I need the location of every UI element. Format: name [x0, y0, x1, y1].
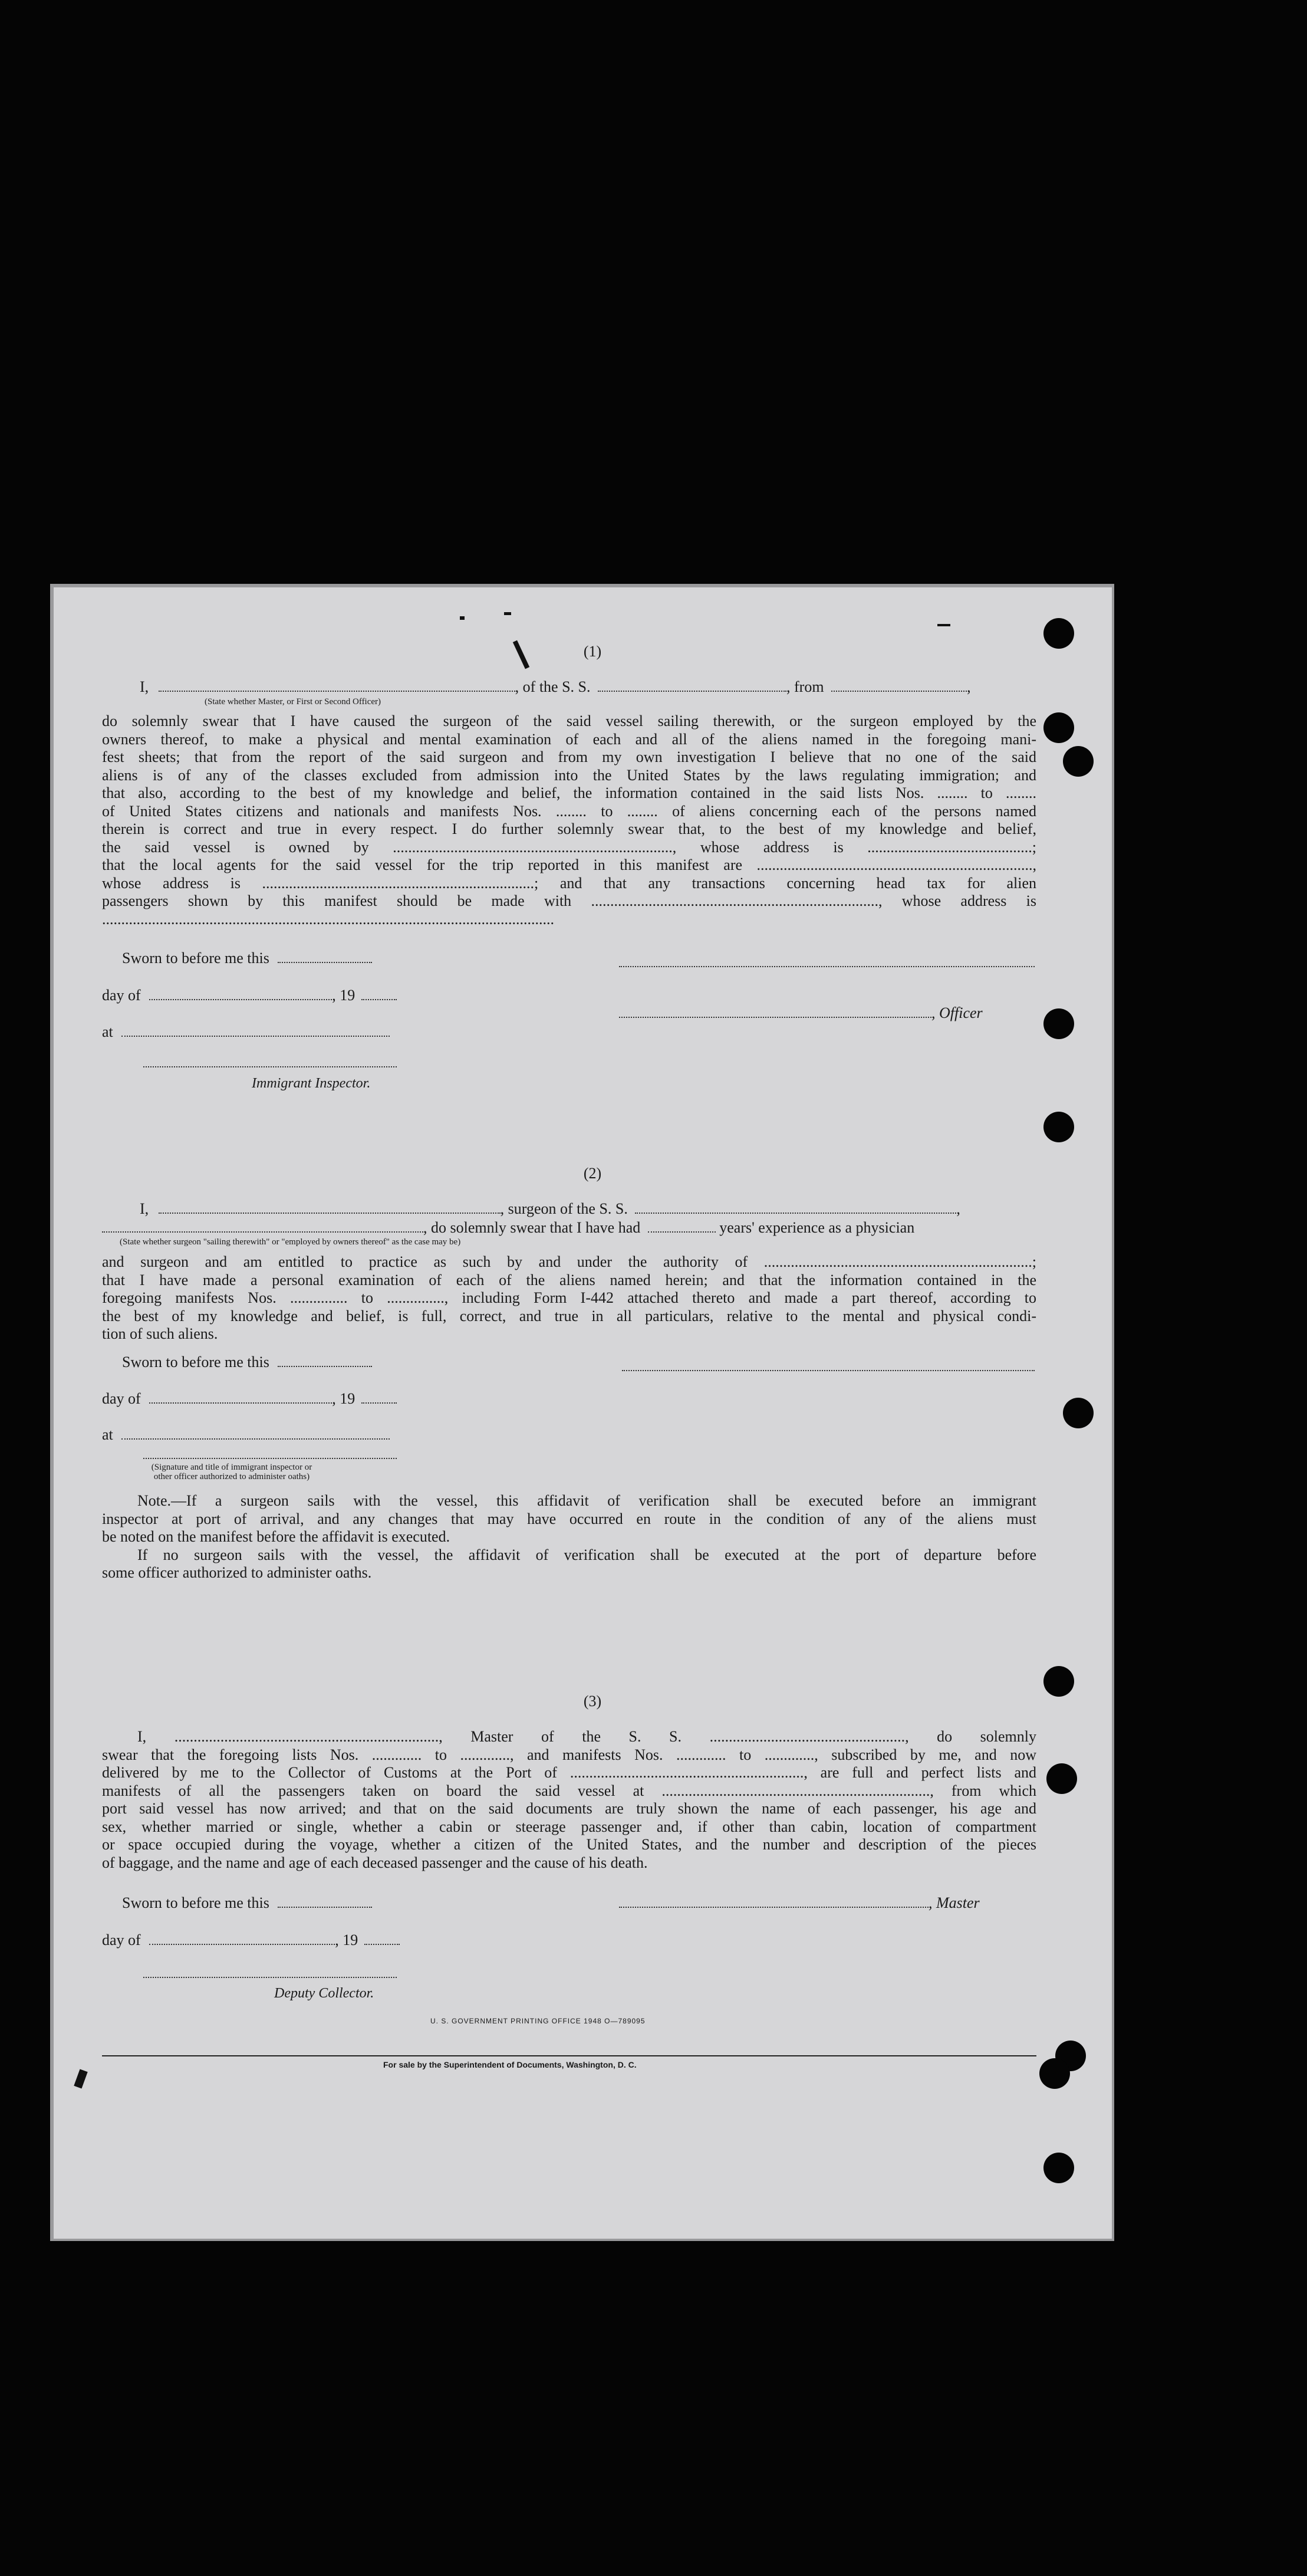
- at-place-blank: [121, 1438, 390, 1440]
- section2-first-line: I, , surgeon of the S. S. ,: [140, 1200, 960, 1217]
- master-signature-blank: [619, 1907, 929, 1908]
- section3-oath-text: [102, 1728, 1036, 1872]
- solemnly-swear-label: , do solemnly swear that I have had: [423, 1219, 641, 1236]
- oath-line: the said vessel is owned by ........................................................................., whose address is ...........................................;: [102, 838, 1036, 856]
- surgeon-status-blank: [102, 1231, 423, 1233]
- oath-line: passengers shown by this manifest should be made with ..........................................................................., whose address is: [102, 892, 1036, 909]
- section2-oath-text: [102, 1253, 1036, 1343]
- surgeon-name-blank: [159, 1213, 501, 1214]
- section2-note: [102, 1492, 1036, 1582]
- vessel-name-blank: [635, 1213, 956, 1214]
- collector-signature-line: [143, 1977, 397, 1978]
- section1-first-line: I, , of the S. S. , from ,: [140, 678, 971, 695]
- from-label: , from: [786, 678, 824, 695]
- surgeon-signature-line: [622, 1370, 1035, 1371]
- punch-hole-10: [1039, 2058, 1070, 2089]
- punch-hole-7: [1043, 1666, 1074, 1697]
- pronoun-i: I,: [140, 1200, 149, 1217]
- punch-hole-3: [1063, 746, 1094, 777]
- oath-line: and surgeon and am entitled to practice as such by and under the authority of ......................................................................;: [102, 1253, 1036, 1270]
- sworn-date-blank: [278, 1366, 372, 1367]
- pronoun-i: I,: [140, 678, 149, 695]
- day-of-line: [102, 1390, 397, 1408]
- master-signature-line: [619, 1894, 980, 1912]
- day-of-line: [102, 987, 397, 1004]
- month-blank: [149, 1944, 335, 1945]
- punch-hole-4: [1043, 1008, 1074, 1039]
- surgeon-of-ss-label: , surgeon of the S. S.: [500, 1200, 628, 1217]
- sworn-line: [122, 1894, 372, 1912]
- inspector-label: Immigrant Inspector.: [252, 1076, 371, 1091]
- punch-hole-8: [1046, 1763, 1077, 1794]
- section-number: (1): [583, 643, 602, 660]
- section2-second-line: [102, 1219, 1036, 1237]
- surgeon-caption: (State whether surgeon "sailing therewith" or "employed by owners thereof" as the case may be): [120, 1237, 461, 1247]
- at-label: at: [102, 1023, 113, 1040]
- sworn-label: Sworn to before me this: [122, 1894, 269, 1911]
- at-label: at: [102, 1426, 113, 1443]
- oath-line: the best of my knowledge and belief, is full, correct, and true in all particulars, relative to the mental and physical condi-: [102, 1307, 1036, 1325]
- year-label: , 19: [332, 987, 355, 1004]
- oath-line: foregoing manifests Nos. ............... to ..............., including Form I-442 attached thereto and made a part thereof, according to: [102, 1289, 1036, 1306]
- oath-line: sex, whether married or single, whether a cabin or steerage passenger and, if other than cabin, location of compartment: [102, 1818, 1036, 1835]
- officer-title-blank: [619, 1017, 931, 1018]
- year-blank: [364, 1944, 400, 1945]
- oath-line: that the local agents for the said vessel for the trip reported in this manifest are ........................................................................,: [102, 856, 1036, 873]
- oath-line: whose address is .......................................................................; and that any transactions concerning head tax for alien: [102, 874, 1036, 892]
- footer-sale-notice: For sale by the Superintendent of Documents, Washington, D. C.: [383, 2060, 637, 2069]
- section-number: (3): [583, 1693, 602, 1710]
- oath-line: or space occupied during the voyage, whether a citizen of the United States, and the number and description of the pieces: [102, 1836, 1036, 1853]
- oath-line: that also, according to the best of my knowledge and belief, the information contained in the said lists Nos. ........ to ........: [102, 784, 1036, 801]
- at-place-blank: [121, 1036, 390, 1037]
- note-line: be noted on the manifest before the affidavit is executed.: [102, 1528, 450, 1545]
- years-blank: [648, 1231, 716, 1233]
- punch-hole-1: [1043, 618, 1074, 649]
- footer-rule: [102, 2055, 1036, 2056]
- officer-caption: (State whether Master, or First or Second Officer): [205, 697, 381, 707]
- oath-line: therein is correct and true in every respect. I do further solemnly swear that, to the best of my knowledge and belief,: [102, 820, 1036, 837]
- oath-line: delivered by me to the Collector of Customs at the Port of ............................................................., are full and perfect lists and: [102, 1764, 1036, 1781]
- vessel-name-blank: [598, 691, 786, 692]
- punch-hole-2: [1043, 712, 1074, 743]
- year-blank: [361, 999, 397, 1000]
- note-line: some officer authorized to administer oaths.: [102, 1564, 372, 1581]
- sworn-line: [122, 1353, 372, 1371]
- month-blank: [149, 1402, 332, 1404]
- note-line: inspector at port of arrival, and any changes that may have occurred en route in the condition of any of the aliens must: [102, 1510, 1036, 1527]
- oath-line: fest sheets; that from the report of the said surgeon and from my own investigation I believe that no one of the said: [102, 748, 1036, 765]
- master-label: , Master: [929, 1894, 980, 1911]
- officer-title-line: [619, 1004, 983, 1022]
- officer-name-blank: [159, 691, 515, 692]
- at-line: [102, 1426, 390, 1444]
- oath-line: that I have made a personal examination of each of the aliens named herein; and that the information contained in the: [102, 1271, 1036, 1289]
- sworn-date-blank: [278, 1907, 372, 1908]
- collector-label: Deputy Collector.: [274, 1986, 374, 2001]
- section-number: (2): [583, 1165, 602, 1182]
- oath-line: tion of such aliens.: [102, 1325, 218, 1342]
- inspector-signature-line: [143, 1066, 397, 1067]
- punch-hole-5: [1043, 1112, 1074, 1142]
- ink-mark: [74, 2069, 87, 2089]
- oath-line: swear that the foregoing lists Nos. ............. to ............., and manifests Nos. ............. to ............., subscribed by me, and now: [102, 1746, 1036, 1763]
- oath-line: manifests of all the passengers taken on board the said vessel at ......................................................................, from which: [102, 1782, 1036, 1799]
- punch-hole-6: [1063, 1398, 1094, 1428]
- note-line: If no surgeon sails with the vessel, the affidavit of verification shall be executed at the port of departure before: [137, 1546, 1036, 1563]
- oath-line: of baggage, and the name and age of each deceased passenger and the cause of his death.: [102, 1854, 648, 1871]
- oath-line: do solemnly swear that I have caused the surgeon of the said vessel sailing therewith, or the surgeon employed by the: [102, 712, 1036, 730]
- officer-signature-line: [619, 966, 1035, 967]
- of-the-ss-label: , of the S. S.: [515, 678, 591, 695]
- ink-mark: [513, 640, 529, 669]
- sworn-label: Sworn to before me this: [122, 1353, 269, 1371]
- oath-line: of United States citizens and nationals and manifests Nos. ........ to ........ of aliens concerning each of the persons named: [102, 802, 1036, 820]
- section1-oath-text: [102, 712, 1036, 928]
- printing-office-line: U. S. GOVERNMENT PRINTING OFFICE 1948 O—789095: [430, 2017, 646, 2025]
- oath-line: ......................................................................................................................: [102, 910, 554, 928]
- officer-label: , Officer: [931, 1004, 983, 1021]
- oath-line: I, ....................................................................., Master of the S. S. ..................................................., do solemnly: [137, 1728, 1036, 1745]
- day-of-label: day of: [102, 1390, 141, 1407]
- day-of-label: day of: [102, 1931, 141, 1949]
- from-port-blank: [831, 691, 967, 692]
- oath-line: port said vessel has now arrived; and that on the said documents are truly shown the name of each passenger, his age and: [102, 1800, 1036, 1817]
- year-label: , 19: [335, 1931, 358, 1949]
- at-line: [102, 1023, 390, 1041]
- year-label: , 19: [332, 1390, 355, 1407]
- manifest-back-page: [50, 584, 1114, 2241]
- note-line: Note.—If a surgeon sails with the vessel, this affidavit of verification shall be executed before an immigrant: [137, 1492, 1036, 1509]
- sworn-label: Sworn to before me this: [122, 949, 269, 967]
- punch-hole-11: [1043, 2153, 1074, 2183]
- ink-mark: [504, 612, 511, 615]
- day-of-line: [102, 1931, 400, 1949]
- sworn-line: [122, 949, 372, 967]
- month-blank: [149, 999, 332, 1000]
- ink-mark: [460, 616, 465, 620]
- inspector-signature-line: [143, 1458, 397, 1459]
- years-label: years' experience as a physician: [719, 1219, 915, 1236]
- sworn-date-blank: [278, 962, 372, 963]
- oath-line: aliens is of any of the classes excluded from admission into the United States by the laws regulating immigration; and: [102, 766, 1036, 784]
- ink-mark: [937, 624, 950, 626]
- day-of-label: day of: [102, 987, 141, 1004]
- oath-line: owners thereof, to make a physical and mental examination of each and all of the aliens named in the foregoing mani-: [102, 730, 1036, 748]
- year-blank: [361, 1402, 397, 1404]
- signature-caption: (Signature and title of immigrant inspector or other officer authorized to administer oaths): [151, 1463, 312, 1481]
